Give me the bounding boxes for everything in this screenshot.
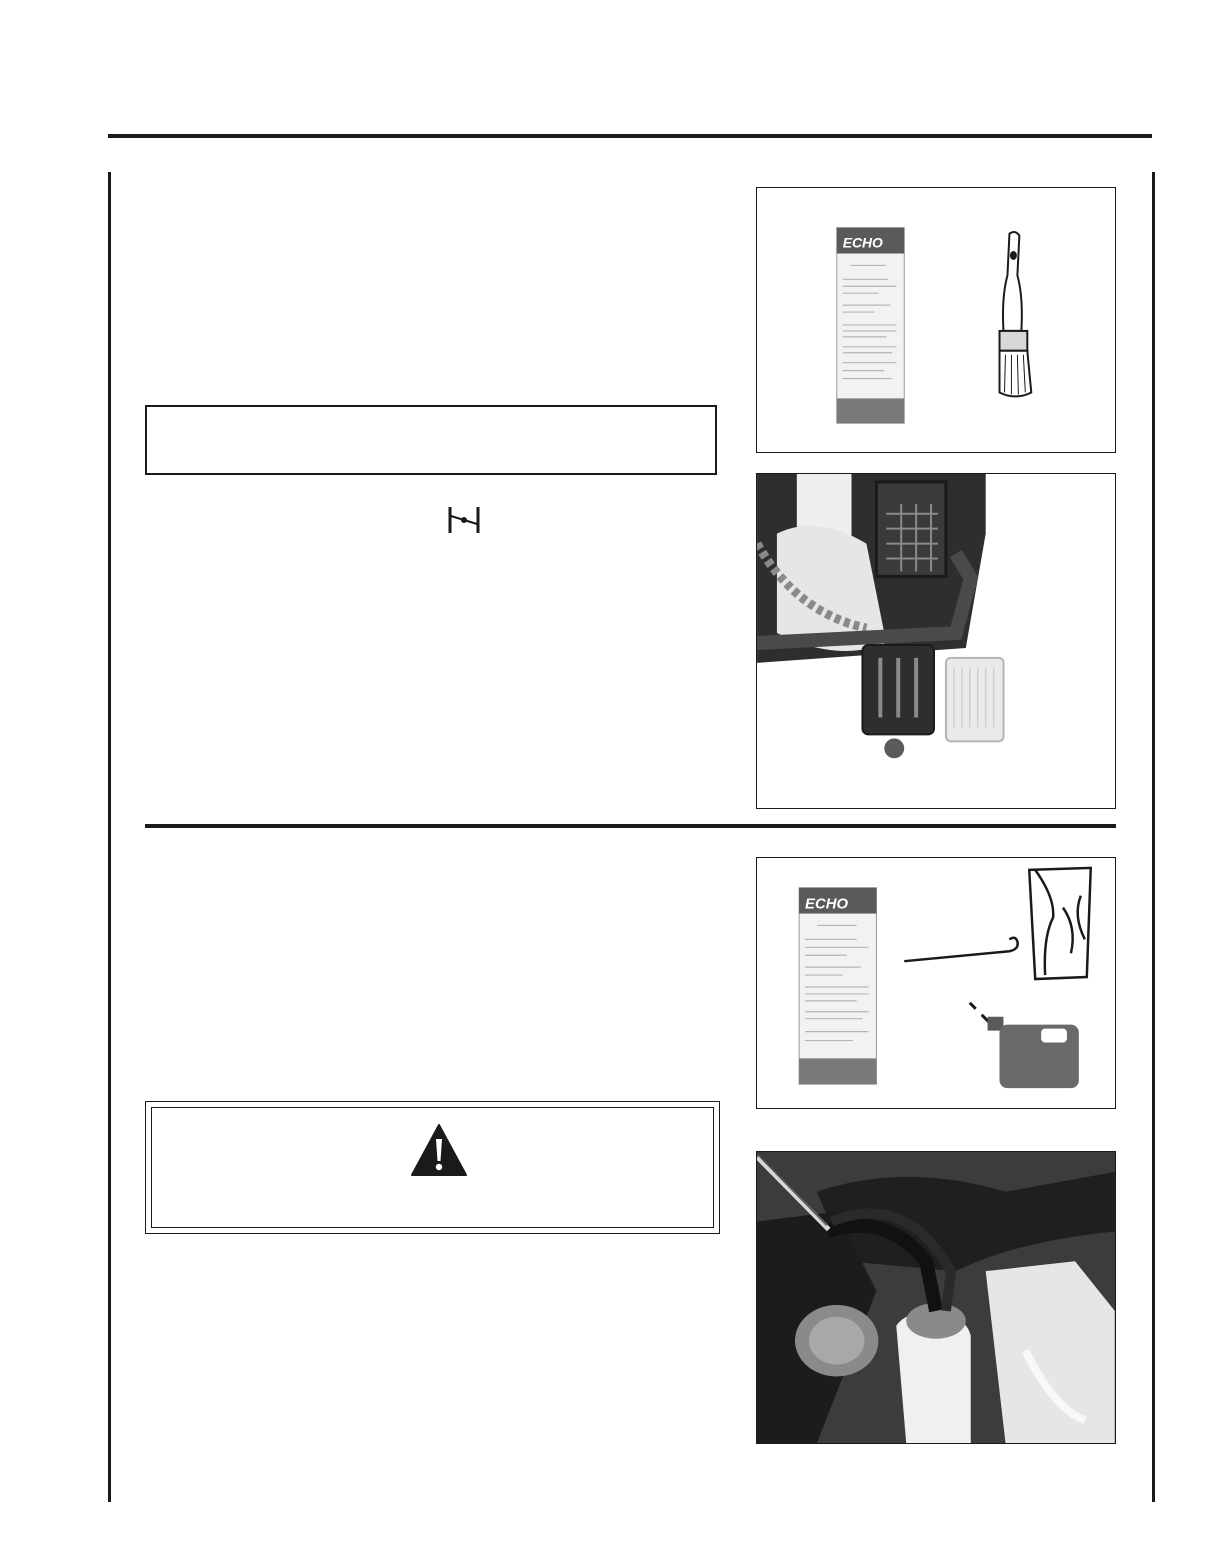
fuel-line-photo bbox=[757, 1152, 1115, 1443]
section-divider bbox=[145, 824, 1116, 828]
fuel-kit-card bbox=[799, 888, 876, 1084]
warning-box bbox=[145, 1101, 720, 1234]
fuel-can bbox=[970, 1003, 1079, 1088]
warning-triangle-icon bbox=[410, 1123, 468, 1177]
repair-kit-card bbox=[837, 228, 904, 424]
note-box bbox=[145, 405, 717, 475]
figure-kit-and-brush bbox=[756, 187, 1116, 453]
left-margin-rule bbox=[108, 172, 111, 1502]
header-rule bbox=[108, 134, 1152, 138]
fuel-kit-drawing bbox=[757, 858, 1115, 1108]
kit-and-brush-drawing bbox=[757, 188, 1115, 452]
fuel-card-logo: ECHO bbox=[805, 896, 849, 913]
hooked-wire bbox=[904, 938, 1017, 961]
rag-cloth bbox=[1029, 868, 1091, 979]
kit-card-logo: ECHO bbox=[842, 234, 883, 251]
right-margin-rule bbox=[1152, 172, 1155, 1502]
figure-fuel-line bbox=[756, 1151, 1116, 1444]
warning-box-inner bbox=[151, 1107, 714, 1228]
figure-fuel-kit bbox=[756, 857, 1116, 1109]
air-filter-photo bbox=[757, 474, 1115, 808]
paint-brush bbox=[1000, 232, 1032, 396]
figure-air-filter bbox=[756, 473, 1116, 809]
choke-closed-icon bbox=[448, 506, 480, 534]
